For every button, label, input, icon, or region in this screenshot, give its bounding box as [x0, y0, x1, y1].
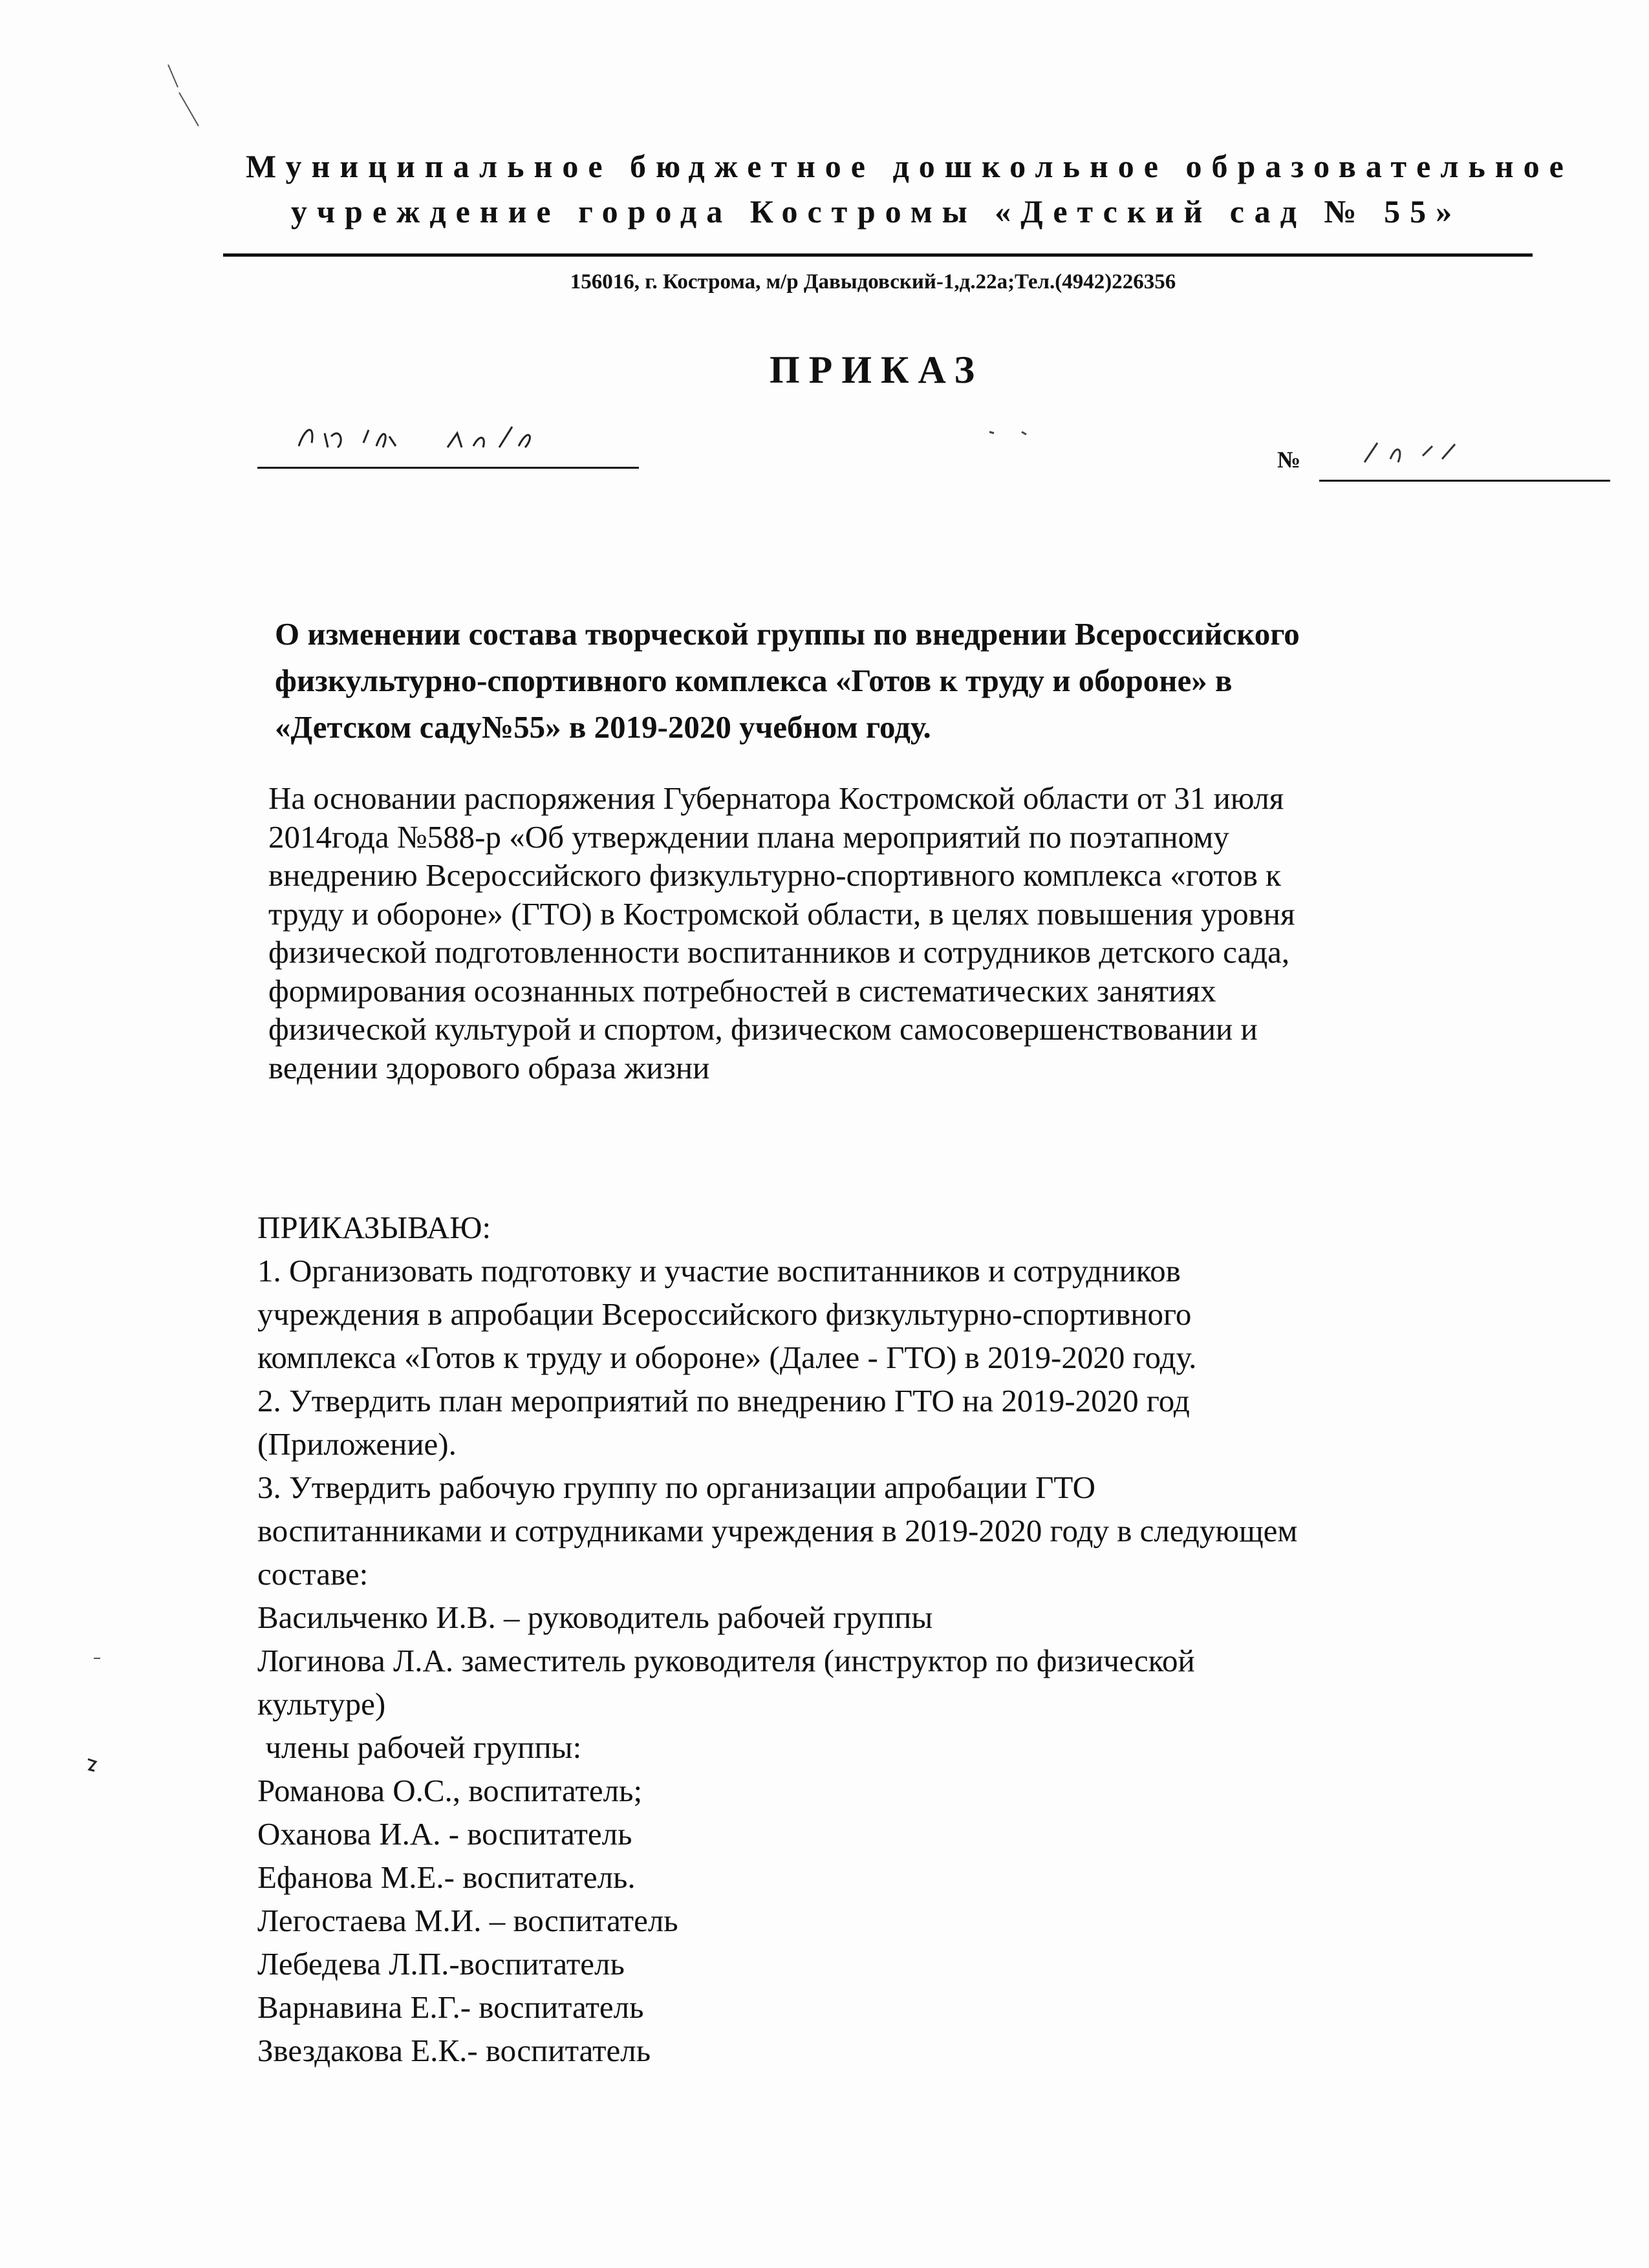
basis-line: 2014года №588-р «Об утверждении плана мероприятий по поэтапному [268, 818, 1229, 855]
group-member: Варнавина Е.Г.- воспитатель [257, 1989, 644, 2025]
handwritten-number [1352, 430, 1481, 469]
order-line: комплекса «Готов к труду и обороне» (Далее - ГТО) в 2019-2020 году. [257, 1340, 1197, 1375]
header-divider [223, 253, 1533, 257]
handwritten-date [292, 407, 564, 459]
organization-address: 156016, г. Кострома, м/р Давыдовский-1,д.22а;Тел.(4942)226356 [570, 270, 1176, 294]
order-heading: ПРИКАЗЫВАЮ: [257, 1210, 491, 1245]
group-members-heading: члены рабочей группы: [257, 1729, 582, 1765]
group-member: Васильченко И.В. – руководитель рабочей группы [257, 1599, 933, 1635]
scan-mark [83, 1755, 102, 1775]
date-underline [257, 467, 639, 469]
number-underline [1319, 480, 1610, 482]
group-member: Романова О.С., воспитатель; [257, 1773, 643, 1808]
order-line: 2. Утвердить план мероприятий по внедрению ГТО на 2019-2020 год [257, 1383, 1190, 1418]
order-basis [268, 779, 1562, 1087]
group-member: культуре) [257, 1686, 386, 1722]
order-line: 3. Утвердить рабочую группу по организации апробации ГТО [257, 1470, 1095, 1505]
group-member: Оханова И.А. - воспитатель [257, 1816, 632, 1852]
subject-line: физкультурно-спортивного комплекса «Готов к труду и обороне» в [275, 663, 1233, 698]
basis-line: внедрению Всероссийского физкультурно-спортивного комплекса «готов к [268, 857, 1281, 893]
group-member: Звездакова Е.К.- воспитатель [257, 2033, 651, 2068]
organization-name-line2: учреждение города Костромы «Детский сад № 55» [290, 193, 1462, 230]
organization-name-line1: Муниципальное бюджетное дошкольное образовательное [246, 148, 1573, 184]
subject-line: О изменении состава творческой группы по внедрении Всероссийского [275, 616, 1300, 652]
scan-mark [165, 61, 204, 133]
group-member: Лебедева Л.П.-воспитатель [257, 1946, 625, 1982]
group-member: Ефанова М.Е.- воспитатель. [257, 1859, 636, 1895]
basis-line: формирования осознанных потребностей в систематических занятиях [268, 972, 1216, 1009]
order-directives [257, 1206, 1551, 2072]
order-line: составе: [257, 1556, 369, 1592]
order-line: (Приложение). [257, 1426, 457, 1462]
basis-line: физической культурой и спортом, физическом самосовершенствовании и [268, 1011, 1258, 1047]
scan-mark [986, 427, 1031, 440]
order-line: воспитанниками и сотрудниками учреждения в 2019-2020 году в следующем [257, 1513, 1298, 1548]
group-member: Легостаева М.И. – воспитатель [257, 1903, 678, 1938]
basis-line: труду и обороне» (ГТО) в Костромской области, в целях повышения уровня [268, 895, 1295, 932]
order-line: учреждения в апробации Всероссийского физкультурно-спортивного [257, 1296, 1192, 1332]
subject-line: «Детском саду№55» в 2019-2020 учебном году. [275, 709, 931, 745]
order-line: 1. Организовать подготовку и участие воспитанников и сотрудников [257, 1253, 1181, 1289]
scan-mark [91, 1652, 103, 1665]
document-title: ПРИКАЗ [770, 348, 984, 391]
organization-name [246, 144, 1573, 234]
order-subject [275, 611, 1536, 751]
number-sign: № [1277, 447, 1301, 473]
basis-line: физической подготовленности воспитанников и сотрудников детского сада, [268, 934, 1290, 970]
basis-line: ведении здорового образа жизни [268, 1049, 710, 1086]
basis-line: На основании распоряжения Губернатора Костромской области от 31 июля [268, 780, 1284, 816]
group-member: Логинова Л.А. заместитель руководителя (инструктор по физической [257, 1643, 1195, 1678]
